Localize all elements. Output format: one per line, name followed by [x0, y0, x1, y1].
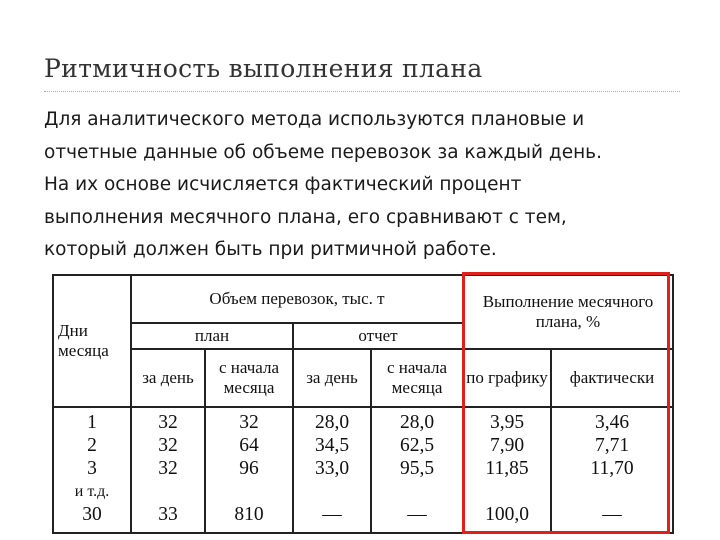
cell-value: 96 — [239, 458, 259, 479]
cell-value: — — [407, 504, 427, 525]
cell-value: 34,5 — [314, 435, 350, 456]
plan-cumulative-column — [205, 407, 293, 533]
cell-value — [372, 480, 462, 503]
cell-value: 7,71 — [594, 435, 630, 456]
cell-value: 33 — [158, 504, 178, 525]
cell-value: 28,0 — [314, 412, 350, 433]
header-report-cumulative: с начала месяца — [371, 349, 463, 407]
header-plan-cumulative: с начала месяца — [205, 349, 293, 407]
cell-value: 95,5 — [399, 458, 435, 479]
transport-plan-table — [52, 274, 674, 534]
body-line: отчетные данные об объеме перевозок за каждый день. — [44, 141, 602, 163]
header-plan-completion: Выполнение месячного плана, % — [463, 275, 673, 349]
header-report: отчет — [293, 323, 463, 349]
cell-value: 2 — [87, 435, 97, 456]
cell-value: 28,0 — [399, 412, 435, 433]
plan-per-day-column — [131, 407, 205, 533]
cell-value: — — [322, 504, 342, 525]
by-schedule-column — [463, 407, 551, 533]
body-line: Для аналитического метода используются плановые и — [44, 109, 585, 130]
title-divider — [44, 91, 680, 92]
days-column — [53, 407, 131, 533]
cell-value: 30 — [82, 504, 102, 525]
cell-value — [464, 480, 550, 503]
cell-value: и т.д. — [74, 483, 110, 500]
header-actual: фактически — [551, 349, 673, 407]
cell-value: — — [602, 504, 622, 525]
cell-value: 3,95 — [489, 412, 525, 433]
cell-value: 810 — [234, 504, 264, 525]
cell-value: 7,90 — [489, 435, 525, 456]
cell-value: 32 — [158, 458, 178, 479]
slide-title: Ритмичность выполнения плана — [44, 54, 483, 83]
cell-value — [552, 480, 672, 503]
header-report-per-day: за день — [293, 349, 371, 407]
cell-value — [206, 480, 292, 503]
header-volume: Объем перевозок, тыс. т — [131, 275, 463, 323]
actual-column — [551, 407, 673, 533]
header-plan-per-day: за день — [131, 349, 205, 407]
cell-value — [132, 480, 204, 503]
cell-value: 100,0 — [485, 504, 529, 525]
report-cumulative-column — [371, 407, 463, 533]
cell-value: 3,46 — [594, 412, 630, 433]
report-per-day-column — [293, 407, 371, 533]
header-days: Дни месяца — [53, 275, 131, 407]
cell-value — [294, 480, 370, 503]
body-paragraph — [44, 104, 694, 267]
header-by-schedule: по графику — [463, 349, 551, 407]
cell-value: 11,70 — [590, 458, 634, 479]
cell-value: 3 — [87, 458, 97, 479]
cell-value: 32 — [239, 412, 259, 433]
cell-value: 11,85 — [485, 458, 529, 479]
cell-value: 1 — [87, 412, 97, 433]
body-line: который должен быть при ритмичной работе. — [44, 239, 497, 260]
cell-value: 32 — [158, 435, 178, 456]
cell-value: 62,5 — [399, 435, 435, 456]
body-line: выполнения месячного плана, его сравнивают с тем, — [44, 206, 567, 228]
cell-value: 64 — [239, 435, 259, 456]
body-line: На их основе исчисляется фактический процент — [44, 174, 522, 195]
cell-value: 32 — [158, 412, 178, 433]
header-plan: план — [131, 323, 293, 349]
cell-value: 33,0 — [314, 458, 350, 479]
